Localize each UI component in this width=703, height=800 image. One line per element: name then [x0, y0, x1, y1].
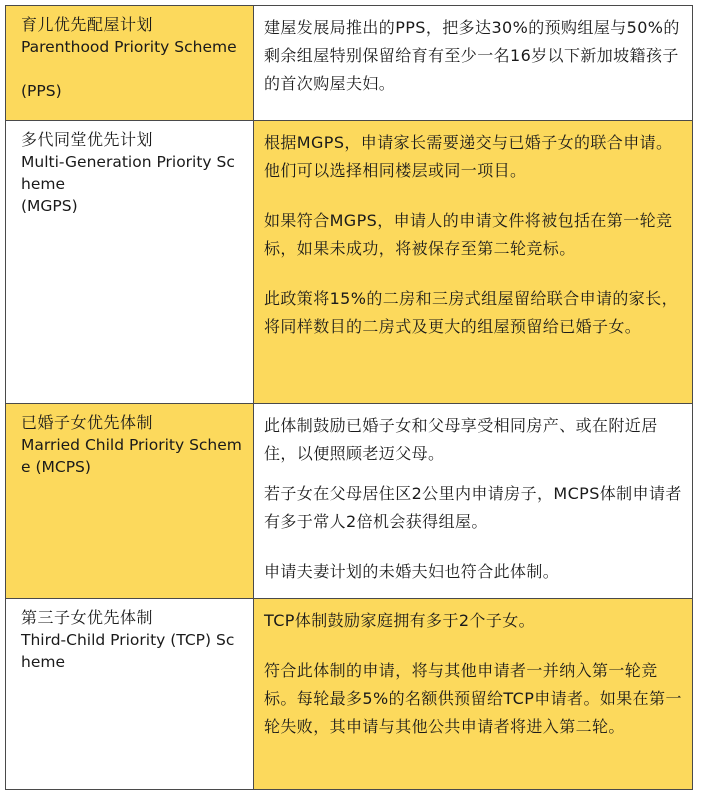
scheme-desc-paragraph: 根据MGPS，申请家长需要递交与已婚子女的联合申请。他们可以选择相同楼层或同一项目。 [264, 133, 673, 180]
scheme-name-zh: 多代同堂优先计划 [21, 130, 154, 149]
scheme-desc-paragraph: 此政策将15%的二房和三房式组屋留给联合申请的家长，将同样数目的二房式及更大的组屋预留给已婚子女。 [264, 289, 678, 336]
scheme-name-en: Third-Child Priority (TCP) Scheme [21, 631, 235, 671]
scheme-name-zh: 已婚子女优先体制 [21, 413, 154, 432]
scheme-name-en: Married Child Priority Scheme (MCPS) [21, 436, 242, 476]
scheme-desc-cell-pps [254, 6, 692, 121]
scheme-desc-paragraph: 申请夫妻计划的未婚夫妇也符合此体制。 [264, 562, 560, 581]
scheme-name-zh: 育儿优先配屋计划 [21, 15, 154, 34]
scheme-desc-cell-tcp [254, 599, 692, 789]
scheme-desc-cell-mgps [254, 121, 692, 404]
scheme-desc-paragraph: 若子女在父母居住区2公里内申请房子，MCPS体制申请者有多于常人2倍机会获得组屋。 [264, 484, 682, 531]
scheme-name-en: Parenthood Priority Scheme [21, 38, 237, 56]
priority-schemes-table [5, 5, 693, 790]
scheme-abbr: (PPS) [21, 82, 62, 100]
scheme-desc-paragraph: TCP体制鼓励家庭拥有多于2个子女。 [264, 611, 536, 630]
scheme-name-cell-pps [6, 6, 254, 121]
scheme-name-en: Multi-Generation Priority Scheme [21, 153, 235, 193]
scheme-name-zh: 第三子女优先体制 [21, 608, 154, 627]
scheme-desc-cell-mcps [254, 404, 692, 599]
scheme-desc-paragraph: 符合此体制的申请，将与其他申请者一并纳入第一轮竞标。每轮最多5%的名额供预留给TCP申请者。如果在第一轮失败，其申请与其他公共申请者将进入第二轮。 [264, 661, 682, 736]
scheme-desc-paragraph: 如果符合MGPS，申请人的申请文件将被包括在第一轮竞标，如果未成功，将被保存至第二轮竞标。 [264, 211, 673, 258]
scheme-desc-paragraph: 建屋发展局推出的PPS，把多达30%的预购组屋与50%的剩余组屋特别保留给育有至少一名16岁以下新加坡籍孩子的首次购屋夫妇。 [264, 18, 680, 93]
scheme-name-cell-tcp [6, 599, 254, 789]
scheme-name-cell-mgps [6, 121, 254, 404]
scheme-desc-paragraph: 此体制鼓励已婚子女和父母享受相同房产、或在附近居住，以便照顾老迈父母。 [264, 416, 658, 463]
scheme-name-cell-mcps [6, 404, 254, 599]
scheme-abbr: (MGPS) [21, 197, 78, 215]
